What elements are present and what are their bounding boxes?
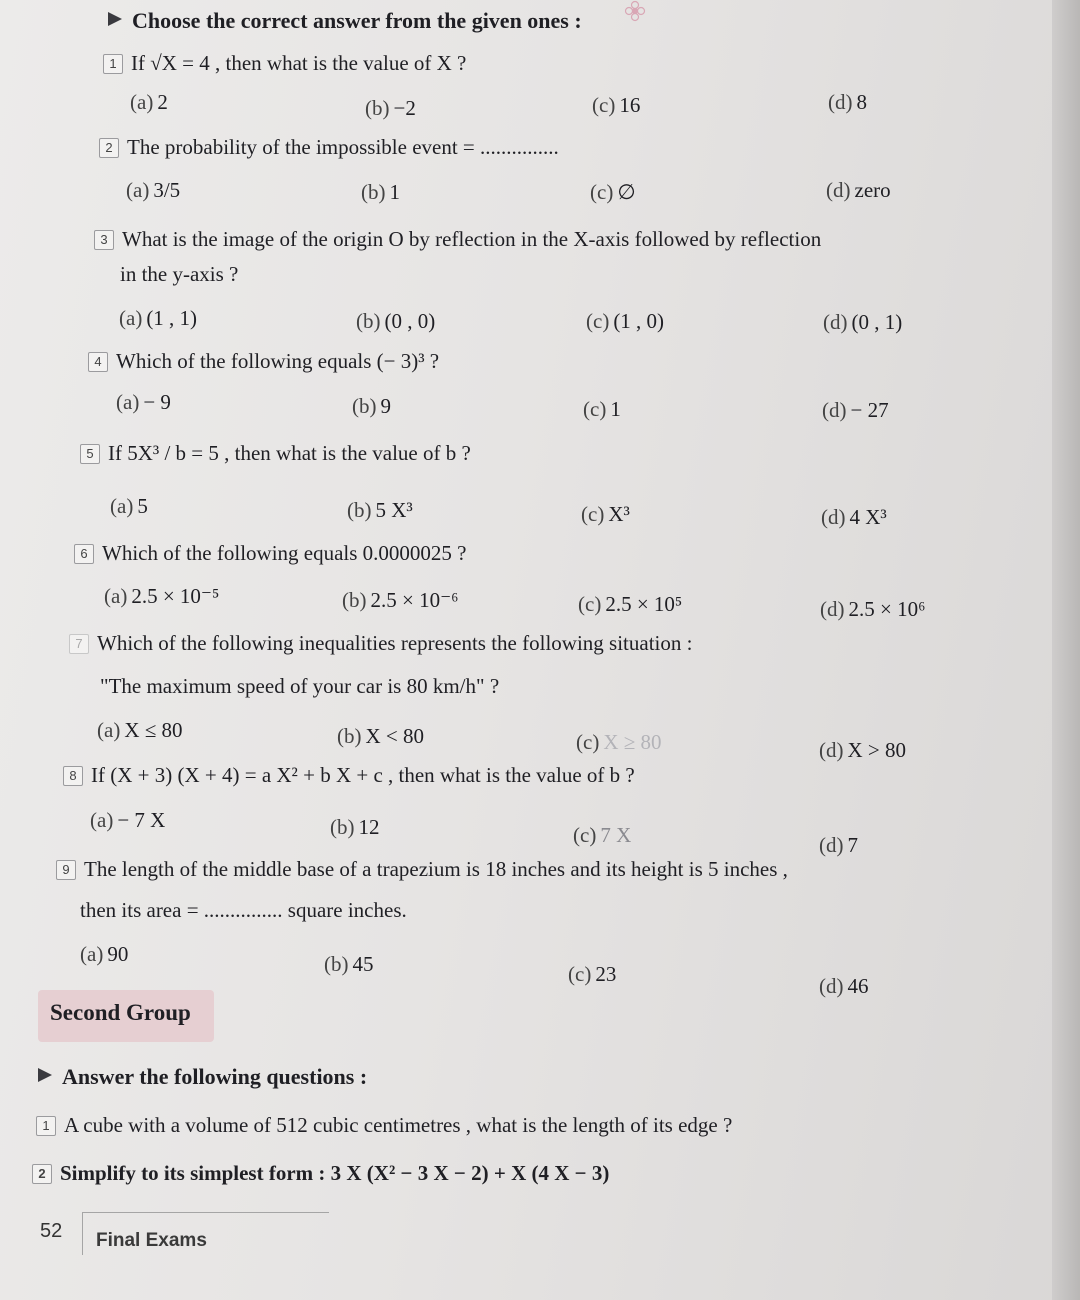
option-c: (c) 2.5 × 10⁵: [578, 592, 683, 616]
question-3: [94, 226, 821, 252]
question-text: What is the image of the origin O by reflection in the X-axis followed by reflection: [122, 227, 822, 251]
option-c: (c) 1: [583, 397, 621, 421]
question-4: [88, 348, 439, 374]
option-b: (b) (0 , 0): [356, 309, 436, 333]
option-c: (c) (1 , 0): [586, 309, 665, 333]
question-text: Simplify to its simplest form : 3 X (X² − 3 X − 2) + X (4 X − 3): [60, 1161, 610, 1185]
option-b: (b) −2: [365, 96, 416, 120]
question-6: [74, 540, 467, 566]
section-heading-mcq: Choose the correct answer from the given ones :: [108, 8, 582, 34]
triangle-bullet-icon: [108, 12, 122, 26]
option-a: (a) − 9: [116, 390, 171, 414]
question-text: Which of the following equals 0.0000025 ?: [102, 541, 467, 565]
option-c: (c) ∅: [590, 180, 636, 204]
flower-mark-icon: [624, 0, 646, 22]
question-9: [56, 856, 788, 882]
option-d: (d) 8: [828, 90, 867, 114]
option-a: (a) 3/5: [126, 178, 181, 202]
question-text: If 5X³ / b = 5 , then what is the value of b ?: [108, 441, 471, 465]
option-b: (b) 1: [361, 180, 400, 204]
question-text: A cube with a volume of 512 cubic centimetres , what is the length of its edge ?: [64, 1113, 733, 1137]
question-number-badge: 2: [99, 138, 119, 158]
option-c: (c) 23: [568, 962, 617, 986]
question-7-continuation: "The maximum speed of your car is 80 km/h" ?: [100, 674, 500, 698]
option-d: (d) (0 , 1): [823, 310, 903, 334]
option-d: (d) 2.5 × 10⁶: [820, 597, 926, 621]
question-text: The probability of the impossible event = ...............: [127, 135, 559, 159]
answer-question-2: [32, 1160, 609, 1186]
question-1: [103, 50, 466, 76]
question-number-badge: 2: [32, 1164, 52, 1184]
section-title-second-group: Second Group: [38, 990, 214, 1042]
question-8: [63, 762, 635, 788]
option-b: (b) X < 80: [337, 724, 425, 748]
option-c: (c) 16: [592, 93, 641, 117]
answer-question-1: [36, 1112, 732, 1138]
question-text: If (X + 3) (X + 4) = a X² + b X + c , then what is the value of b ?: [91, 763, 635, 787]
question-number-badge: 5: [80, 444, 100, 464]
question-text: If √X = 4 , then what is the value of X ?: [131, 51, 467, 75]
question-5: [80, 440, 471, 466]
option-d: (d) − 27: [822, 398, 889, 422]
option-a: (a) X ≤ 80: [97, 718, 183, 742]
option-b: (b) 5 X³: [347, 498, 413, 522]
question-number-badge: 1: [103, 54, 123, 74]
book-spine: [1052, 0, 1080, 1300]
question-2: [99, 134, 559, 160]
option-c: (c) 7 X: [573, 823, 632, 847]
option-d: (d) 46: [819, 974, 869, 998]
question-number-badge: 6: [74, 544, 94, 564]
question-number-badge: 8: [63, 766, 83, 786]
question-number-badge: 7: [69, 634, 89, 654]
option-a: (a) (1 , 1): [119, 306, 198, 330]
section-heading-answer: Answer the following questions :: [38, 1064, 367, 1090]
option-b: (b) 2.5 × 10⁻⁶: [342, 588, 459, 612]
question-text: The length of the middle base of a trapezium is 18 inches and its height is 5 inches ,: [84, 857, 788, 881]
option-d: (d) 4 X³: [821, 505, 887, 529]
option-a: (a) 2.5 × 10⁻⁵: [104, 584, 220, 608]
option-a: (a) 2: [130, 90, 168, 114]
option-c: (c) X³: [581, 502, 630, 526]
option-a: (a) 5: [110, 494, 148, 518]
question-text: Which of the following equals (− 3)³ ?: [116, 349, 440, 373]
option-d: (d) X > 80: [819, 738, 907, 762]
question-number-badge: 9: [56, 860, 76, 880]
option-a: (a) − 7 X: [90, 808, 166, 832]
option-b: (b) 45: [324, 952, 374, 976]
option-b: (b) 12: [330, 815, 380, 839]
option-b: (b) 9: [352, 394, 391, 418]
question-number-badge: 4: [88, 352, 108, 372]
option-d: (d) 7: [819, 833, 858, 857]
question-text: Which of the following inequalities represents the following situation :: [97, 631, 693, 655]
question-7: [69, 630, 692, 656]
triangle-bullet-icon: [38, 1068, 52, 1082]
question-number-badge: 3: [94, 230, 114, 250]
question-3-continuation: in the y-axis ?: [120, 262, 239, 286]
option-c: (c) X ≥ 80: [576, 730, 662, 754]
question-number-badge: 1: [36, 1116, 56, 1136]
page-number: 52: [40, 1220, 63, 1242]
footer-title: Final Exams: [96, 1230, 207, 1251]
option-d: (d) zero: [826, 178, 891, 202]
option-a: (a) 90: [80, 942, 129, 966]
question-9-continuation: then its area = ............... square inches.: [80, 898, 407, 922]
